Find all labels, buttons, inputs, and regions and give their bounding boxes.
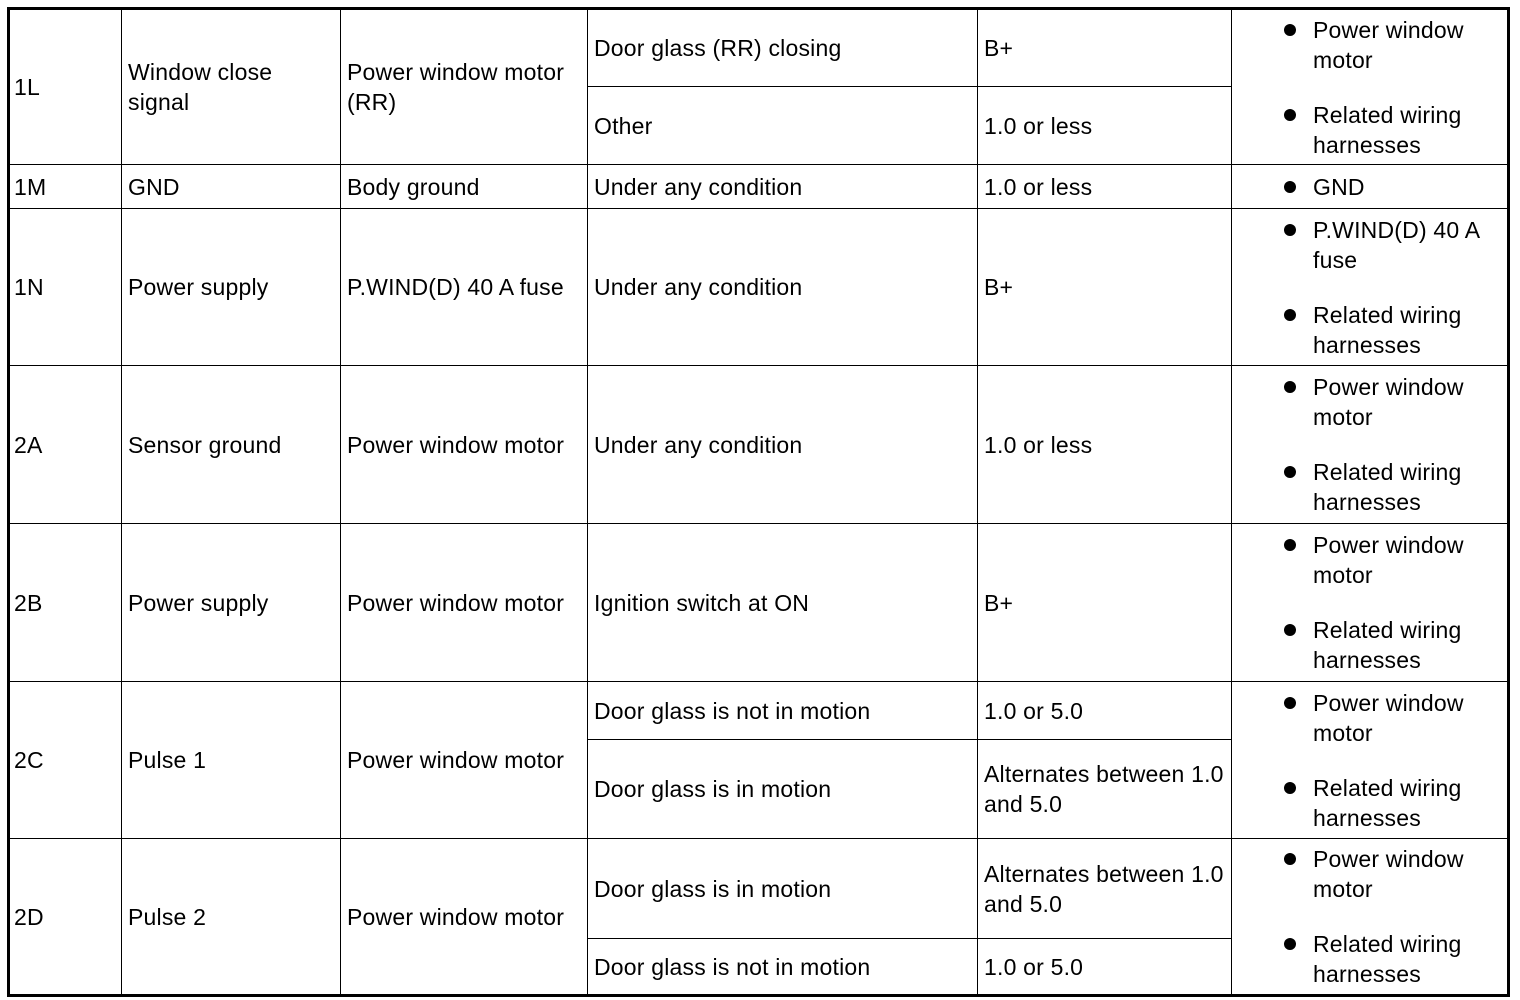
action-item: Power window motor [1252,372,1499,432]
connected-to-cell: Power window motor [341,366,588,524]
terminal-voltage-table [7,7,1510,997]
table-row [9,165,1509,209]
terminal-cell: 1M [9,165,122,209]
condition-cell: Door glass is not in motion [588,682,978,740]
connected-to-cell: Power window motor (RR) [341,9,588,165]
voltage-cell: 1.0 or 5.0 [978,939,1232,996]
connected-to-cell: P.WIND(D) 40 A fuse [341,209,588,366]
voltage-cell: B+ [978,524,1232,682]
signal-cell: Pulse 1 [122,682,341,839]
action-cell [1232,366,1509,524]
voltage-cell: 1.0 or less [978,165,1232,209]
action-item: Power window motor [1252,15,1499,75]
terminal-cell: 2B [9,524,122,682]
signal-cell: GND [122,165,341,209]
condition-cell: Door glass (RR) closing [588,9,978,87]
connected-to-cell: Power window motor [341,524,588,682]
signal-cell: Window close signal [122,9,341,165]
voltage-cell: B+ [978,9,1232,87]
action-item: Related wiring harnesses [1252,457,1499,517]
action-item: P.WIND(D) 40 A fuse [1252,215,1499,275]
signal-cell: Power supply [122,524,341,682]
action-item: Related wiring harnesses [1252,300,1499,360]
terminal-cell: 2D [9,839,122,996]
terminal-cell: 1N [9,209,122,366]
action-cell [1232,524,1509,682]
condition-cell: Under any condition [588,366,978,524]
action-item: Related wiring harnesses [1252,773,1499,833]
voltage-cell: Alternates between 1.0 and 5.0 [978,740,1232,839]
voltage-cell: 1.0 or less [978,87,1232,165]
table-row [9,209,1509,366]
action-item: Related wiring harnesses [1252,615,1499,675]
action-cell [1232,682,1509,839]
action-item: GND [1252,172,1499,202]
table-row [9,682,1509,740]
terminal-cell: 2A [9,366,122,524]
table-row [9,366,1509,524]
terminal-cell: 2C [9,682,122,839]
action-item: Related wiring harnesses [1252,929,1499,989]
voltage-cell: B+ [978,209,1232,366]
condition-cell: Other [588,87,978,165]
connected-to-cell: Power window motor [341,682,588,839]
connected-to-cell: Power window motor [341,839,588,996]
condition-cell: Ignition switch at ON [588,524,978,682]
condition-cell: Under any condition [588,209,978,366]
voltage-cell: Alternates between 1.0 and 5.0 [978,839,1232,939]
condition-cell: Under any condition [588,165,978,209]
signal-cell: Pulse 2 [122,839,341,996]
table-row [9,524,1509,682]
voltage-cell: 1.0 or less [978,366,1232,524]
voltage-cell: 1.0 or 5.0 [978,682,1232,740]
table-row [9,9,1509,87]
action-item: Power window motor [1252,844,1499,904]
action-cell [1232,839,1509,996]
terminal-cell: 1L [9,9,122,165]
action-item: Power window motor [1252,688,1499,748]
action-cell [1232,9,1509,165]
condition-cell: Door glass is not in motion [588,939,978,996]
table-row [9,839,1509,939]
signal-cell: Sensor ground [122,366,341,524]
condition-cell: Door glass is in motion [588,740,978,839]
connected-to-cell: Body ground [341,165,588,209]
action-item: Related wiring harnesses [1252,100,1499,160]
signal-cell: Power supply [122,209,341,366]
action-cell [1232,209,1509,366]
condition-cell: Door glass is in motion [588,839,978,939]
action-item: Power window motor [1252,530,1499,590]
action-cell [1232,165,1509,209]
